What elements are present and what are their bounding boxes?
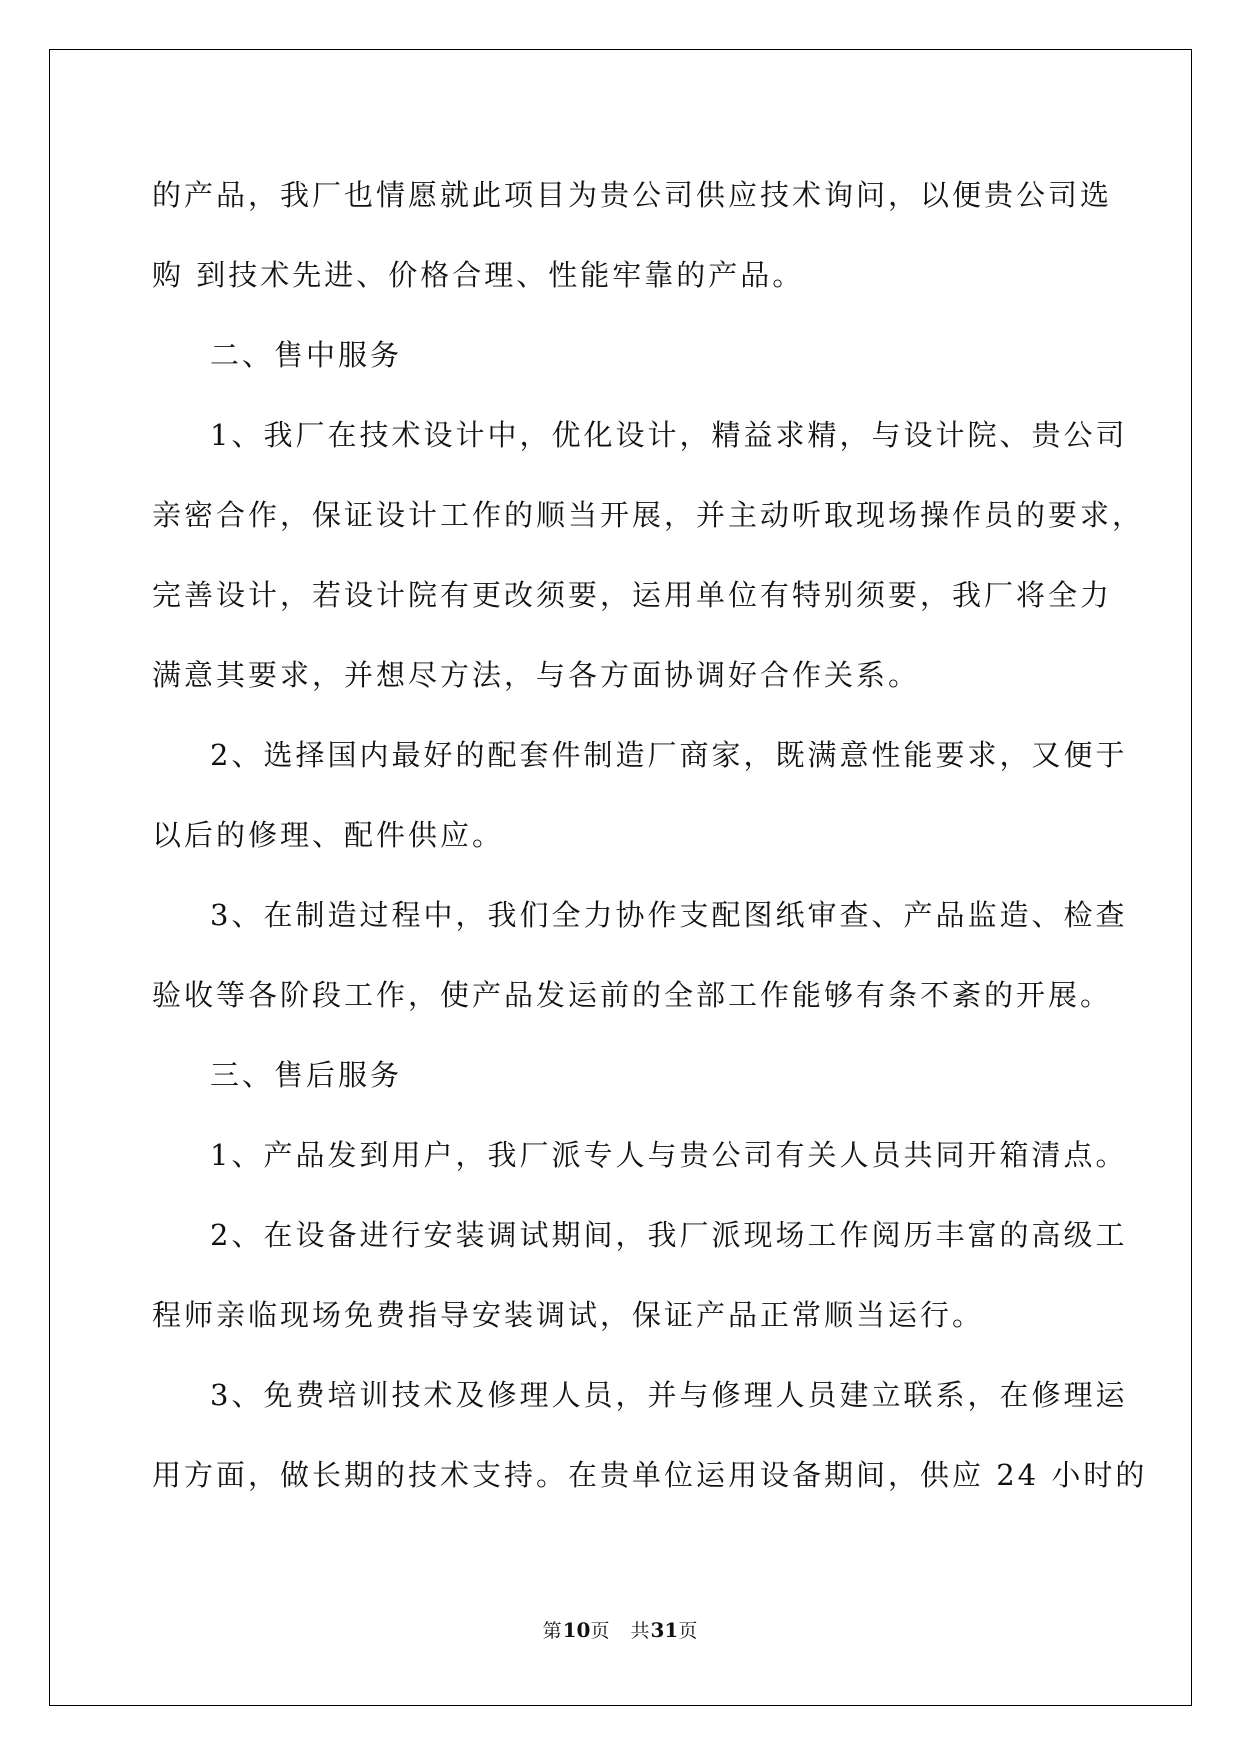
section-heading: 三、售后服务 bbox=[210, 1058, 403, 1092]
page-prefix: 第 bbox=[542, 1620, 563, 1642]
text-line: 验收等各阶段工作，使产品发运前的全部工作能够有条不紊的开展。 bbox=[152, 978, 1113, 1012]
text-line: 程师亲临现场免费指导安装调试，保证产品正常顺当运行。 bbox=[152, 1298, 985, 1332]
text-line: 的产品，我厂也情愿就此项目为贵公司供应技术询问，以便贵公司选 bbox=[152, 178, 1113, 212]
page-suffix: 页 bbox=[590, 1620, 611, 1642]
text-line: 用方面，做长期的技术支持。在贵单位运用设备期间，供应 24 小时的 bbox=[152, 1458, 1148, 1492]
section-heading: 二、售中服务 bbox=[210, 338, 403, 372]
text-line: 完善设计，若设计院有更改须要，运用单位有特别须要，我厂将全力 bbox=[152, 578, 1113, 612]
total-suffix: 页 bbox=[678, 1620, 699, 1642]
text-line: 3、在制造过程中，我们全力协作支配图纸审查、产品监造、检查 bbox=[210, 898, 1128, 932]
page-total: 31 bbox=[650, 1618, 679, 1642]
total-prefix: 共 bbox=[630, 1620, 651, 1642]
page-current: 10 bbox=[562, 1618, 591, 1642]
text-line: 以后的修理、配件供应。 bbox=[152, 818, 505, 852]
text-line: 3、免费培训技术及修理人员，并与修理人员建立联系，在修理运 bbox=[210, 1378, 1128, 1412]
text-line: 1、我厂在技术设计中，优化设计，精益求精，与设计院、贵公司 bbox=[210, 418, 1128, 452]
page-footer bbox=[0, 1616, 1241, 1643]
text-line: 1、产品发到用户，我厂派专人与贵公司有关人员共同开箱清点。 bbox=[210, 1138, 1128, 1172]
text-line: 2、在设备进行安装调试期间，我厂派现场工作阅历丰富的高级工 bbox=[210, 1218, 1128, 1252]
document-body bbox=[152, 155, 1148, 1515]
text-line: 2、选择国内最好的配套件制造厂商家，既满意性能要求，又便于 bbox=[210, 738, 1128, 772]
text-line: 亲密合作，保证设计工作的顺当开展，并主动听取现场操作员的要求， bbox=[152, 498, 1145, 532]
text-line: 购 到技术先进、价格合理、性能牢靠的产品。 bbox=[152, 258, 805, 292]
text-line: 满意其要求，并想尽方法，与各方面协调好合作关系。 bbox=[152, 658, 921, 692]
